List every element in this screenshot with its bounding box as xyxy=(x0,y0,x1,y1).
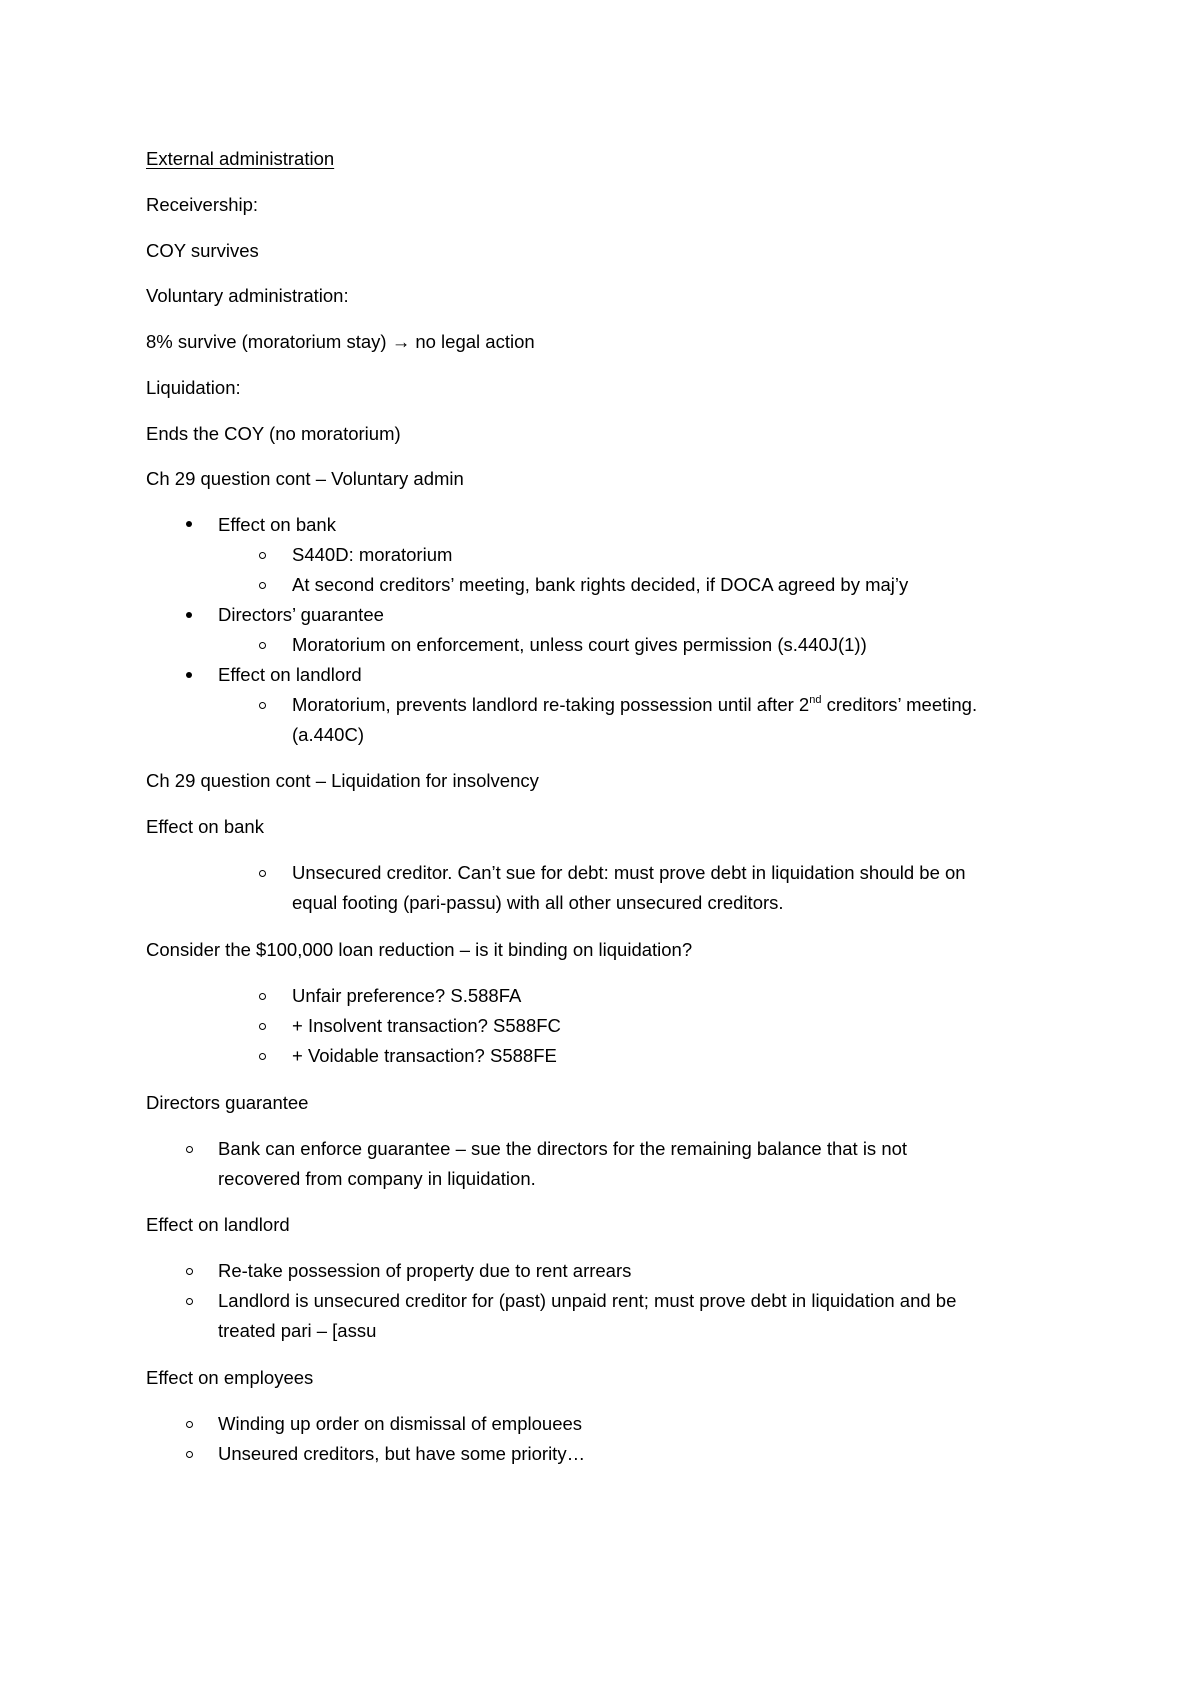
voluntary-text xyxy=(146,330,535,354)
bullet-circle-icon xyxy=(259,993,266,1000)
bullet-disc-icon xyxy=(186,672,192,678)
list-item: Re-take possession of property due to rent arrears xyxy=(218,1260,632,1281)
superscript-ordinal: nd xyxy=(809,694,822,706)
liquidation-text: Ends the COY (no moratorium) xyxy=(146,423,401,444)
sub-list-item-continuation: (a.440C) xyxy=(292,724,364,745)
receivership-text: COY survives xyxy=(146,240,259,261)
bullet-circle-icon xyxy=(259,642,266,649)
sub-list-item-continuation: equal footing (pari-passu) with all other unsecured creditors. xyxy=(292,892,784,913)
list-item-continuation: treated pari – [assu xyxy=(218,1320,377,1341)
loan-heading: Consider the $100,000 loan reduction – is it binding on liquidation? xyxy=(146,939,693,960)
receivership-heading: Receivership: xyxy=(146,194,259,215)
directors-heading: Directors guarantee xyxy=(146,1092,309,1113)
bullet-circle-icon xyxy=(259,702,266,709)
bullet-circle-icon xyxy=(186,1451,193,1458)
list-item: Unseured creditors, but have some priority… xyxy=(218,1443,586,1464)
bullet-circle-icon xyxy=(259,870,266,877)
ch29-liquidation-heading: Ch 29 question cont – Liquidation for insolvency xyxy=(146,770,539,791)
sub-list-item: + Insolvent transaction? S588FC xyxy=(292,1015,561,1036)
bullet-circle-icon xyxy=(186,1421,193,1428)
sub-list-item: S440D: moratorium xyxy=(292,544,453,565)
bullet-disc-icon xyxy=(186,612,192,618)
list-item: Effect on landlord xyxy=(218,664,362,685)
landlord-heading: Effect on landlord xyxy=(146,1214,290,1235)
sub-list-item: Moratorium on enforcement, unless court gives permission (s.440J(1)) xyxy=(292,634,867,655)
sub-list-item: At second creditors’ meeting, bank rights decided, if DOCA agreed by maj’y xyxy=(292,574,909,595)
bullet-circle-icon xyxy=(186,1146,193,1153)
voluntary-text-before: 8% survive (moratorium stay) xyxy=(146,331,387,352)
list-item-continuation: recovered from company in liquidation. xyxy=(218,1168,536,1189)
voluntary-heading: Voluntary administration: xyxy=(146,285,349,306)
document-title: External administration xyxy=(146,148,335,169)
employees-heading: Effect on employees xyxy=(146,1367,314,1388)
bullet-circle-icon xyxy=(186,1298,193,1305)
list-item: Landlord is unsecured creditor for (past) unpaid rent; must prove debt in liquidation and be xyxy=(218,1290,957,1311)
bank-heading: Effect on bank xyxy=(146,816,264,837)
ch29-voluntary-heading: Ch 29 question cont – Voluntary admin xyxy=(146,468,464,489)
bullet-circle-icon xyxy=(259,582,266,589)
voluntary-text-after: no legal action xyxy=(415,331,535,352)
sub-list-item: Unsecured creditor. Can’t sue for debt: must prove debt in liquidation should be on xyxy=(292,862,966,883)
bullet-circle-icon xyxy=(186,1268,193,1275)
sub-list-item-text: creditors’ meeting. xyxy=(821,694,978,715)
liquidation-heading: Liquidation: xyxy=(146,377,241,398)
sub-list-item-text: Moratorium, prevents landlord re-taking possession until after 2 xyxy=(292,694,810,715)
bullet-disc-icon xyxy=(186,521,192,527)
bullet-circle-icon xyxy=(259,1023,266,1030)
sub-list-item xyxy=(292,693,977,717)
list-item: Directors’ guarantee xyxy=(218,604,384,625)
bullet-circle-icon xyxy=(259,1053,266,1060)
sub-list-item: + Voidable transaction? S588FE xyxy=(292,1045,557,1066)
list-item: Bank can enforce guarantee – sue the directors for the remaining balance that is not xyxy=(218,1138,908,1159)
right-arrow-icon: → xyxy=(391,331,411,352)
list-item: Winding up order on dismissal of emplouees xyxy=(218,1413,583,1434)
sub-list-item: Unfair preference? S.588FA xyxy=(292,985,522,1006)
bullet-circle-icon xyxy=(259,552,266,559)
list-item: Effect on bank xyxy=(218,514,336,535)
